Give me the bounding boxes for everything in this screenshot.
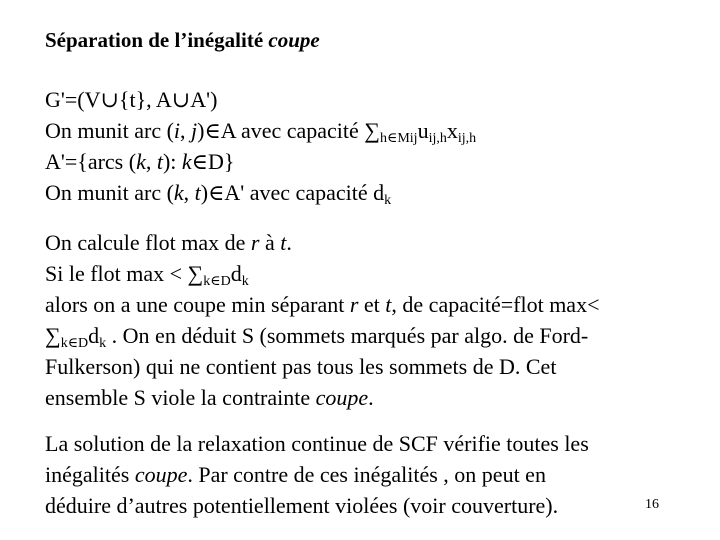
page-number: 16 <box>645 497 659 512</box>
conclusion-line-1: La solution de la relaxation continue de SCF vérifie toutes les <box>45 431 589 456</box>
maxflow-line-3: alors on a une coupe min séparant r et t, de capacité=flot max< <box>45 292 600 317</box>
maxflow-line-2: Si le flot $\max < \sum_{k\in D}d_k$ <box>45 261 249 289</box>
maxflow-line-6: ensemble S viole la contrainte coupe. <box>45 385 374 410</box>
title-text: Séparation de l’inégalité <box>45 28 269 52</box>
slide-title <box>45 28 320 53</box>
maxflow-paragraph <box>45 227 685 413</box>
definitions-block <box>45 84 685 208</box>
maxflow-line-5: Fulkerson) qui ne contient pas tous les sommets de D. Cet <box>45 354 557 379</box>
conclusion-line-2: inégalités coupe. Par contre de ces inégalités , on peut en <box>45 462 546 487</box>
conclusion-paragraph <box>45 428 685 521</box>
graph-definition-line: G'=(V∪{t}, A∪A') <box>45 87 218 112</box>
title-italic-text: coupe <box>268 28 320 52</box>
arc-capacity-line: On munit arc (i, j)∈A avec capacité $\sum_{h\in Mij}u_{ij,h}x_{ij,h}$ <box>45 118 477 146</box>
arc-set-line: A'={arcs (k, t): k∈D} <box>45 149 235 174</box>
maxflow-line-4: $\sum_{k\in D}d_k$ . On en déduit S (sommets marqués par algo. de Ford- <box>45 323 589 351</box>
maxflow-line-1: On calcule flot max de r à t. <box>45 230 292 255</box>
conclusion-line-3: déduire d’autres potentiellement violées (voir couverture). <box>45 493 559 518</box>
demand-capacity-line: On munit arc (k, t)∈A' avec capacité $d_k$ <box>45 180 392 208</box>
